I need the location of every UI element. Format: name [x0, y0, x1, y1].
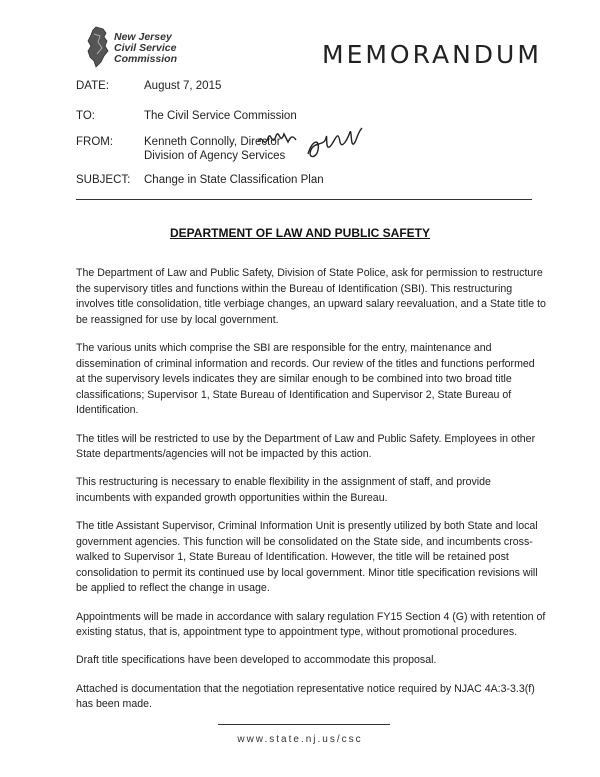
header-divider — [76, 199, 532, 200]
subject-value: Change in State Classification Plan — [144, 174, 324, 186]
from-label: FROM: — [76, 136, 114, 148]
paragraph: Attached is documentation that the negotiation representative notice required by NJAC 4A:3-3.3(f) has been made. — [76, 682, 535, 711]
paragraph: The various units which comprise the SBI are responsible for the entry, maintenance and dissemination of criminal information and records. Our review of the titles and functions performed at the supervisory levels indicates they are similar enough to be combined into two broad title classifications; Supervisor 1, State Bureau of Identification and Supervisor 2, State Bureau of Identification. — [76, 341, 535, 417]
paragraph: Draft title specifications have been developed to accommodate this proposal. — [76, 654, 437, 667]
logo-line-2: Civil Service — [114, 42, 177, 54]
logo-wordmark — [114, 32, 177, 65]
paragraph: The title Assistant Supervisor, Criminal Information Unit is presently utilized by both State and local government agencies. This function will be consolidated on the State side, and incumbents cross-walked to Supervisor 1, State Bureau of Identification. However, the title will be retained post consolidation to permit its continued use by local government. Minor title specification revisions will be applied to reflect the change in usage. — [76, 520, 538, 595]
paragraph: The Department of Law and Public Safety, Division of State Police, ask for permission to restructure the supervisory titles and functions within the Bureau of Identification (SBI). This restructuring involves title consolidation, title verbiage changes, an upward salary reevaluation, and a State title to be reassigned for use by local government. — [76, 267, 546, 326]
memo-body — [76, 266, 546, 725]
logo-line-3: Commission — [114, 53, 178, 65]
footer-url: www.state.nj.us/csc — [237, 734, 363, 745]
to-value: The Civil Service Commission — [144, 110, 297, 122]
from-name: Kenneth Connolly, Director — [144, 136, 281, 148]
date-value: August 7, 2015 — [144, 80, 222, 92]
date-label: DATE: — [76, 80, 110, 92]
from-division: Division of Agency Services — [144, 150, 286, 162]
paragraph: Appointments will be made in accordance with salary regulation FY15 Section 4 (G) with retention of existing status, that is, appointment type to appointment type, without promotional procedures. — [76, 610, 546, 639]
handwritten-signature — [254, 120, 366, 168]
new-jersey-state-icon — [84, 26, 110, 68]
logo-line-1: New Jersey — [114, 31, 172, 43]
nj-csc-logo — [84, 26, 204, 72]
paragraph: The titles will be restricted to use by the Department of Law and Public Safety. Employees in other State departments/agencies will not be impacted by this action. — [76, 432, 536, 461]
to-label: TO: — [76, 110, 95, 122]
subject-label: SUBJECT: — [76, 174, 131, 186]
footer-divider — [218, 724, 390, 725]
paragraph: This restructuring is necessary to enable flexibility in the assignment of staff, and provide incumbents with expanded growth opportunities within the Bureau. — [76, 476, 491, 504]
department-heading: DEPARTMENT OF LAW AND PUBLIC SAFETY — [170, 226, 430, 240]
memo-title: MEMORANDUM — [322, 40, 542, 69]
